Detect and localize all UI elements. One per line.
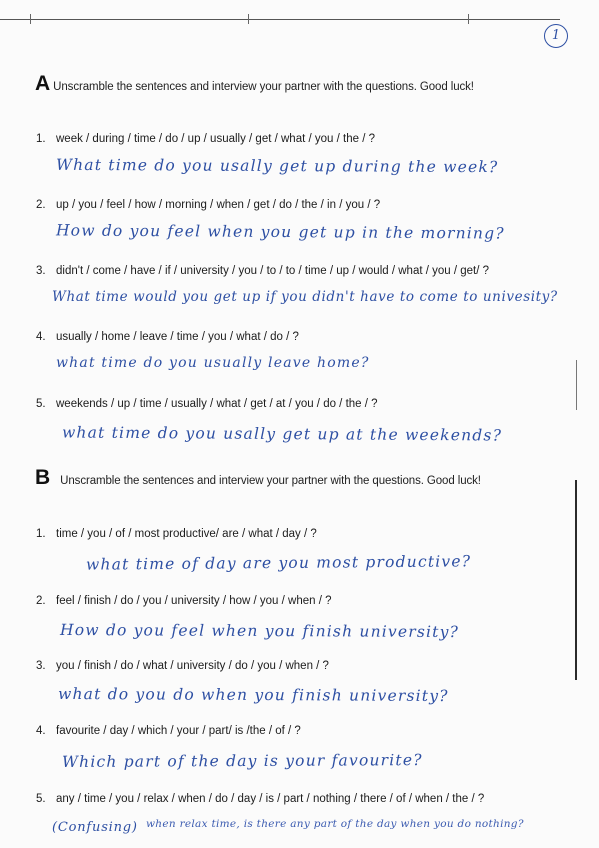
top-rule: [0, 19, 560, 20]
question-b2: [36, 595, 332, 607]
top-rule-tick: [248, 14, 249, 24]
scrambled-words: weekends / up / time / usually / what / get / at / you / do / the / ?: [56, 398, 378, 410]
scrambled-words: you / finish / do / what / university / do / you / when / ?: [56, 660, 329, 672]
question-number: 3.: [36, 660, 46, 672]
question-number: 4.: [36, 331, 46, 343]
scrambled-words: feel / finish / do / you / university / how / you / when / ?: [56, 595, 332, 607]
scrambled-words: usually / home / leave / time / you / what / do / ?: [56, 331, 299, 343]
handwritten-answer: what time do you usually leave home?: [56, 355, 370, 371]
section-letter: B: [35, 466, 51, 489]
confusing-note: (Confusing): [52, 820, 138, 835]
question-number: 4.: [36, 725, 46, 737]
question-b5: [36, 793, 484, 805]
handwritten-answer: How do you feel when you get up in the morning?: [55, 221, 505, 243]
handwritten-answer: what time do you usally get up at the weekends?: [61, 423, 503, 445]
scrambled-words: any / time / you / relax / when / do / day / is / part / nothing / there / of / when / the / ?: [56, 793, 485, 805]
question-number: 5.: [36, 398, 46, 410]
question-a5: [36, 398, 378, 410]
top-rule-tick: [468, 14, 469, 24]
margin-mark: [575, 480, 577, 680]
question-a3: [36, 265, 489, 277]
margin-mark: [576, 360, 577, 410]
scrambled-words: didn't / come / have / if / university / you / to / to / time / up / would / what / you / get/ ?: [56, 265, 490, 277]
question-b1: [36, 528, 317, 540]
section-b-heading: [35, 466, 481, 490]
question-a1: [36, 133, 375, 145]
section-instruction: Unscramble the sentences and interview your partner with the questions. Good luck!: [60, 475, 481, 487]
scrambled-words: time / you / of / most productive/ are / what / day / ?: [56, 528, 317, 540]
scrambled-words: favourite / day / which / your / part/ is /the / of / ?: [56, 725, 301, 737]
handwritten-answer: How do you feel when you finish university?: [59, 620, 460, 642]
handwritten-answer: what do you do when you finish university?: [57, 684, 449, 706]
question-number: 2.: [36, 199, 46, 211]
question-a2: [36, 199, 380, 211]
handwritten-answer: What time do you usally get up during the week?: [55, 155, 499, 177]
question-b4: [36, 725, 301, 737]
page-number: 1: [544, 24, 568, 48]
section-instruction: Unscramble the sentences and interview your partner with the questions. Good luck!: [53, 81, 474, 93]
section-a-heading: [35, 72, 474, 96]
question-number: 1.: [36, 528, 46, 540]
scrambled-words: week / during / time / do / up / usually / get / what / you / the / ?: [56, 133, 375, 145]
question-number: 3.: [36, 265, 46, 277]
handwritten-answer: when relax time, is there any part of the day when you do nothing?: [146, 818, 524, 830]
top-rule-tick: [30, 14, 31, 24]
question-number: 2.: [36, 595, 46, 607]
handwritten-answer: Which part of the day is your favourite?: [61, 751, 423, 771]
scrambled-words: up / you / feel / how / morning / when / get / do / the / in / you / ?: [56, 199, 381, 211]
handwritten-answer: What time would you get up if you didn't have to come to univesity?: [52, 289, 558, 305]
question-a4: [36, 331, 299, 343]
question-b3: [36, 660, 329, 672]
section-letter: A: [35, 72, 51, 95]
question-number: 1.: [36, 133, 46, 145]
question-number: 5.: [36, 793, 46, 805]
handwritten-answer: what time of day are you most productive?: [85, 552, 472, 574]
